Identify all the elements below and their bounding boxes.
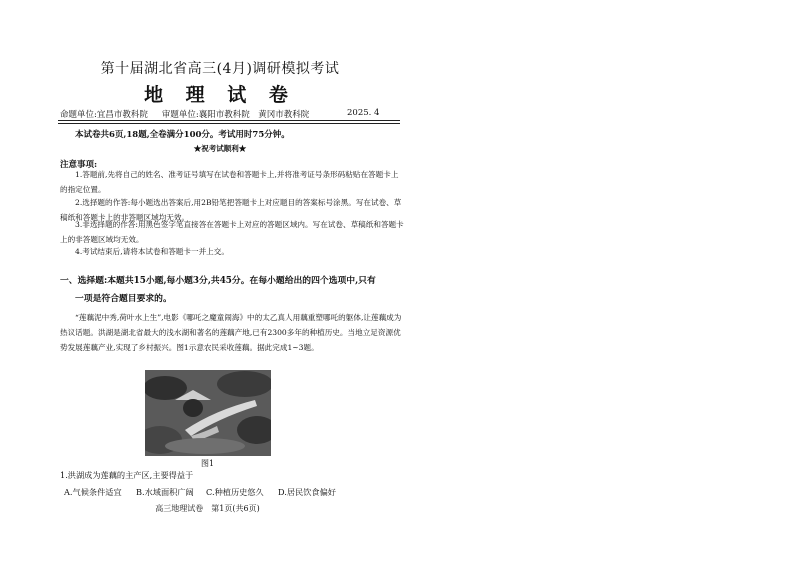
header-rule-thin [58, 123, 400, 124]
section-heading [60, 272, 400, 308]
material-intro: “莲藕泥中秀,荷叶水上生”,电影《哪吒之魔童闹海》中的太乙真人用藕重塑哪吒的躯体,让莲藕成为热议话题。洪湖是湖北省最大的浅水湖和著名的莲藕产地,已有2300多年的种植历史。当地立足资源优势发展莲藕产业,实现了乡村振兴。图1示意农民采收莲藕。据此完成1~3题。 [60, 313, 402, 352]
meta-row [60, 108, 390, 120]
notice-item-1: 1.答题前,先将自己的姓名、准考证号填写在试卷和答题卡上,并将准考证号条形码粘贴在答题卡上的指定位置。 [60, 170, 399, 194]
notice-item-3: 3.非选择题的作答:用黑色签字笔直接答在答题卡上对应的答题区域内。写在试卷、草稿纸和答题卡上的非答题区域均无效。 [60, 220, 404, 244]
exam-date: 2025. 4 [347, 108, 380, 118]
exam-title: 第十届湖北省高三(4月)调研模拟考试 [100, 61, 340, 77]
notice-item-4: 4.考试结束后,请将本试卷和答题卡一并上交。 [75, 247, 229, 256]
header-rule-thick [58, 120, 400, 121]
exam-scope: 本试卷共6页,18题,全卷满分100分。考试用时75分钟。 [75, 130, 290, 140]
notice-item-2: 2.选择题的作答:每小题选出答案后,用2B铅笔把答题卡上对应题目的答案标号涂黑。写在试卷、草稿纸和答题卡上的非答题区域均无效。 [60, 198, 402, 222]
option-d: D.居民饮食偏好 [278, 487, 336, 497]
option-c: C.种植历史悠久 [206, 487, 264, 497]
page-footer: 高三地理试卷 第1页(共6页) [155, 504, 260, 513]
good-luck-line: ★祝考试顺利★ [193, 144, 247, 153]
proposer: 命题单位:宜昌市教科院 [60, 110, 148, 120]
question-1-stem: 1.洪湖成为莲藕的主产区,主要得益于 [60, 470, 194, 480]
option-b: B.水域面积广阔 [136, 487, 194, 497]
option-a: A.气候条件适宜 [64, 487, 122, 497]
notice-heading: 注意事项: [60, 160, 98, 170]
photo-illustration [145, 370, 271, 456]
question-1-options [64, 487, 336, 498]
lotus-harvest-photo [145, 370, 271, 456]
reviewer: 审题单位:襄阳市教科院 黄冈市教科院 [161, 110, 310, 120]
section-title-cont: 一项是符合题目要求的。 [75, 294, 172, 304]
figure-caption: 图1 [200, 459, 215, 468]
subject-title: 地 理 试 卷 [144, 84, 296, 106]
section-title: 一、选择题:本题共15小题,每小题3分,共45分。在每小题给出的四个选项中,只有 [60, 276, 376, 286]
